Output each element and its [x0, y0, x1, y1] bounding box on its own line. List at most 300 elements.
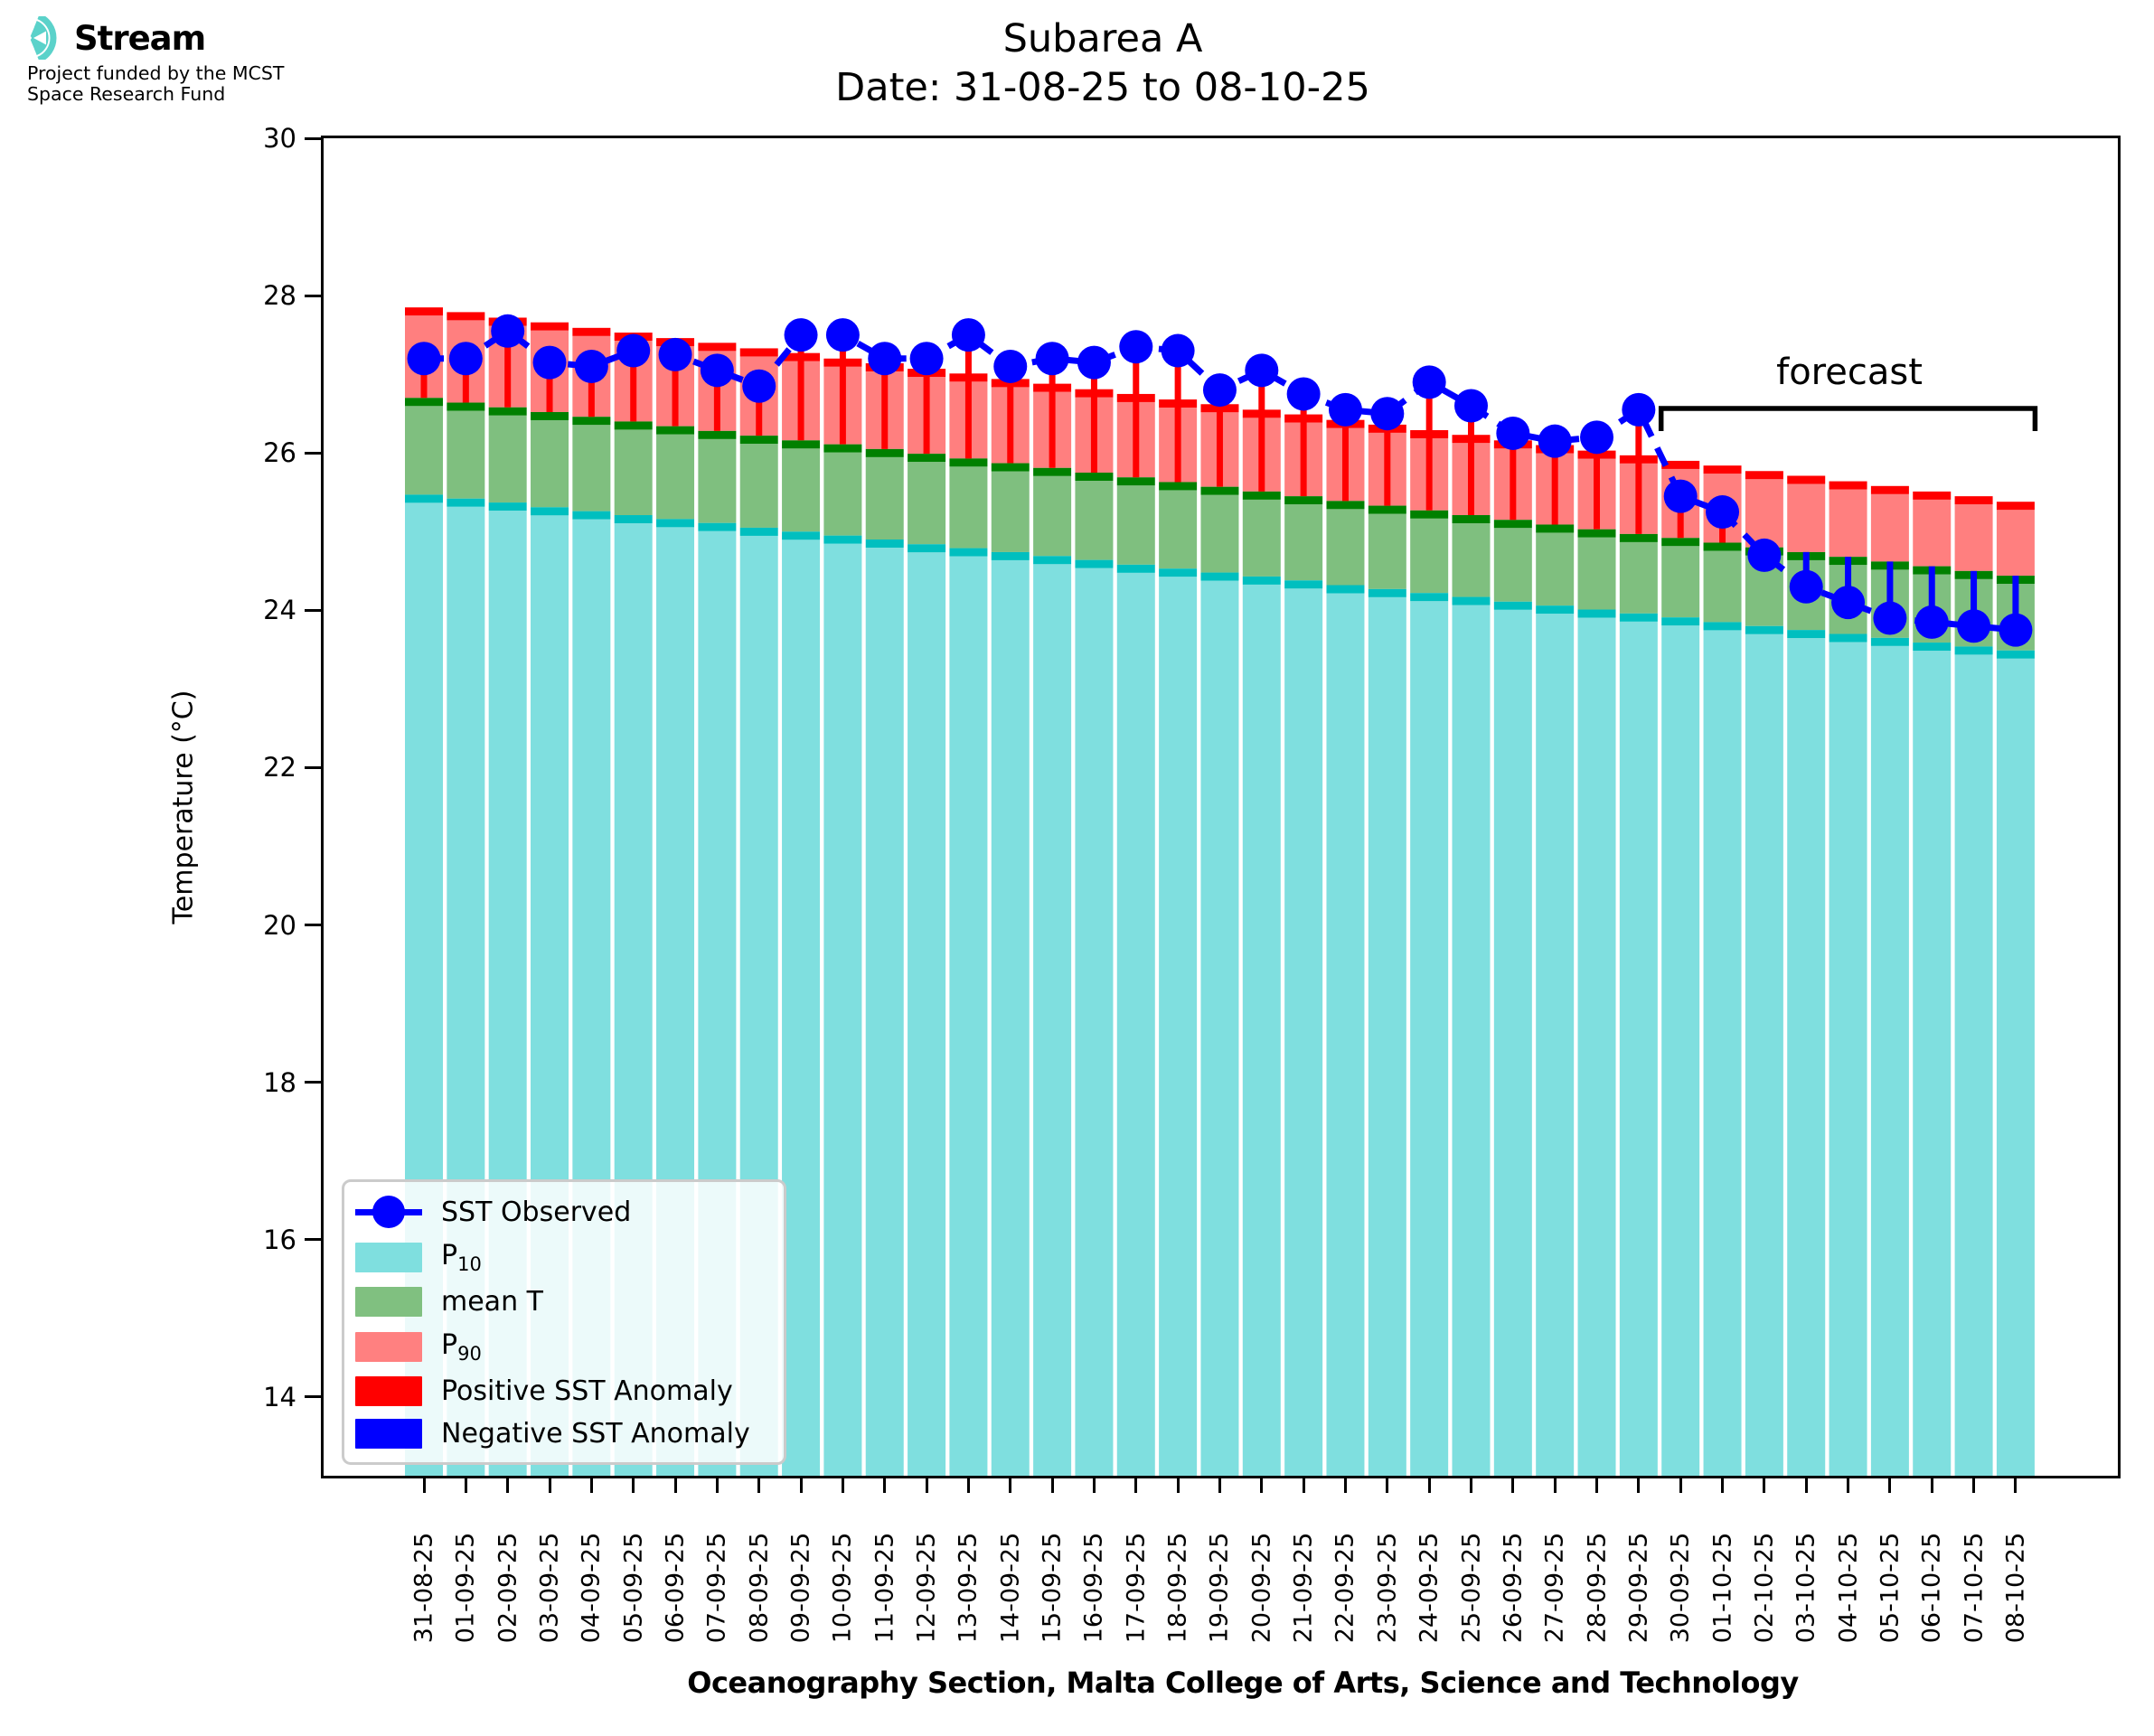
y-tick-mark [305, 1395, 321, 1398]
sst-observed-point [993, 350, 1027, 383]
mean-t-bar-cap [1620, 534, 1658, 542]
x-tick-label-date: 04-09-25 [577, 1532, 606, 1644]
x-tick-mark [757, 1478, 760, 1493]
p10-bar-cap [1243, 577, 1281, 585]
x-tick-mark [590, 1478, 593, 1493]
sst-observed-point [742, 370, 776, 403]
p10-bar-cap [1997, 651, 2035, 659]
x-tick-mark [1177, 1478, 1180, 1493]
p10-bar-cap [908, 544, 945, 552]
x-tick-mark [716, 1478, 719, 1493]
legend-label: $P_{90}$ [441, 1328, 482, 1365]
x-tick-label-date: 03-09-25 [535, 1532, 564, 1644]
x-tick-mark [423, 1478, 426, 1493]
p10-bar [1243, 585, 1281, 1476]
p10-bar-cap [740, 528, 778, 536]
mean-t-bar-cap [572, 417, 610, 425]
mean-t-bar [447, 411, 484, 499]
p10-bar-cap [1200, 573, 1238, 581]
legend-color-patch [355, 1376, 422, 1406]
sst-observed-point [1580, 420, 1613, 454]
mean-t-bar [1578, 538, 1616, 610]
x-tick-mark [926, 1478, 928, 1493]
mean-t-bar-cap [1578, 530, 1616, 538]
y-tick-mark [305, 766, 321, 769]
mean-t-bar [656, 435, 694, 520]
x-tick-label-date: 13-09-25 [954, 1532, 983, 1644]
sst-observed-point [1036, 342, 1069, 375]
x-tick-label-date: 21-09-25 [1289, 1532, 1318, 1644]
x-tick-mark [1511, 1478, 1514, 1493]
sst-observed-point [1203, 373, 1237, 407]
legend-row [355, 1240, 784, 1275]
x-tick-label-date: 06-09-25 [661, 1532, 690, 1644]
mean-t-bar-cap [698, 431, 736, 439]
mean-t-bar-cap [1326, 501, 1364, 509]
legend-row [355, 1418, 784, 1450]
p90-bar-cap [531, 323, 569, 331]
y-axis-label: Temperature (°C) [167, 690, 200, 924]
sst-observed-point [1119, 330, 1152, 363]
p10-bar [1578, 617, 1616, 1476]
p10-bar-cap [489, 502, 527, 511]
x-tick-label-date: 16-09-25 [1079, 1532, 1108, 1644]
p10-bar-cap [1704, 622, 1742, 630]
x-tick-label-date: 08-10-25 [2001, 1532, 2030, 1644]
sst-observed-point [1413, 365, 1446, 399]
sst-observed-point [659, 338, 692, 371]
sst-observed-point [1496, 417, 1529, 450]
sst-observed-point [701, 353, 734, 387]
p10-bar-cap [572, 511, 610, 520]
x-tick-label-date: 09-09-25 [786, 1532, 815, 1644]
p90-bar [1955, 504, 1993, 571]
mean-t-bar [1326, 509, 1364, 585]
mean-t-bar [489, 416, 527, 502]
mean-t-bar [1453, 523, 1491, 597]
sst-observed-point [1287, 377, 1321, 410]
sst-observed-point [1370, 397, 1404, 430]
mean-t-bar-cap [656, 427, 694, 435]
p90-bar-cap [572, 328, 610, 336]
x-tick-label-date: 22-09-25 [1331, 1532, 1359, 1644]
p90-bar-cap [740, 348, 778, 356]
sst-observed-point [1790, 570, 1823, 604]
mean-t-bar-cap [992, 464, 1030, 472]
p10-bar-cap [698, 523, 736, 531]
p10-bar [1787, 638, 1825, 1476]
x-tick-label-date: 08-09-25 [745, 1532, 774, 1644]
p10-bar-cap [1871, 638, 1909, 646]
p10-bar [823, 544, 861, 1476]
p10-bar-cap [1955, 646, 1993, 654]
p10-bar [866, 548, 904, 1476]
x-tick-label-date: 26-09-25 [1499, 1532, 1528, 1644]
x-tick-label-date: 10-09-25 [828, 1532, 857, 1644]
x-tick-label-date: 01-09-25 [451, 1532, 480, 1644]
mean-t-bar-cap [866, 449, 904, 457]
sst-observed-point [1706, 495, 1739, 529]
x-axis-caption: Oceanography Section, Malta College of Arts, Science and Technology [687, 1666, 1799, 1700]
p10-bar [1117, 573, 1155, 1476]
p10-bar-cap [531, 507, 569, 515]
x-tick-label-date: 18-09-25 [1163, 1532, 1192, 1644]
p90-bar-cap [405, 307, 443, 315]
mean-t-bar [698, 439, 736, 523]
sst-observed-point [616, 334, 650, 368]
x-tick-label-date: 25-09-25 [1457, 1532, 1485, 1644]
sst-observed-point [1664, 480, 1698, 513]
sst-observed-point [1957, 609, 1990, 643]
p10-bar [1913, 651, 1951, 1476]
mean-t-bar [1661, 546, 1699, 617]
p10-bar-cap [1369, 589, 1406, 597]
p10-bar-cap [615, 515, 653, 523]
sst-observed-point [868, 342, 901, 375]
p10-bar-cap [782, 531, 820, 540]
x-tick-mark [1051, 1478, 1054, 1493]
x-tick-mark [1847, 1478, 1849, 1493]
mean-t-bar [908, 462, 945, 544]
p10-bar [1829, 642, 1867, 1476]
p10-bar-cap [1284, 580, 1322, 588]
y-tick-mark [305, 1238, 321, 1241]
x-tick-label-date: 12-09-25 [912, 1532, 941, 1644]
mean-t-bar-cap [908, 454, 945, 462]
p10-bar [1704, 630, 1742, 1476]
x-tick-mark [674, 1478, 677, 1493]
mean-t-bar [1033, 476, 1071, 557]
chart-legend [342, 1179, 786, 1465]
p10-bar [1033, 564, 1071, 1476]
mean-t-bar [1284, 504, 1322, 580]
p10-bar [1453, 605, 1491, 1476]
p10-bar [1075, 568, 1113, 1476]
p90-bar-cap [1745, 471, 1783, 479]
x-tick-label-date: 02-09-25 [494, 1532, 522, 1644]
p10-bar [1326, 593, 1364, 1476]
p10-bar-cap [866, 540, 904, 548]
legend-row [355, 1195, 784, 1229]
p10-bar [1745, 634, 1783, 1476]
legend-label: Negative SST Anomaly [441, 1417, 750, 1450]
mean-t-bar [1494, 528, 1532, 602]
y-tick-mark [305, 295, 321, 297]
y-tick-mark [305, 609, 321, 612]
mean-t-bar-cap [1284, 496, 1322, 504]
sst-observed-point [533, 346, 567, 380]
p10-bar-cap [1075, 560, 1113, 568]
mean-t-bar-cap [1661, 538, 1699, 546]
x-tick-mark [800, 1478, 803, 1493]
p10-bar [949, 557, 987, 1476]
mean-t-bar-cap [1453, 515, 1491, 523]
p90-bar-cap [1787, 475, 1825, 483]
p90-bar-cap [447, 312, 484, 320]
x-tick-mark [883, 1478, 886, 1493]
legend-line-marker-swatch [355, 1195, 422, 1229]
mean-t-bar [1536, 532, 1574, 605]
x-tick-mark [1218, 1478, 1221, 1493]
mean-t-bar [740, 444, 778, 528]
p90-bar [1913, 500, 1951, 567]
p90-bar [1787, 483, 1825, 551]
chart-title-line1: Subarea A [1002, 16, 1203, 61]
p10-bar-cap [1829, 633, 1867, 642]
x-tick-mark [465, 1478, 467, 1493]
sst-observed-point [408, 342, 441, 375]
x-tick-label-date: 01-10-25 [1708, 1532, 1737, 1644]
p90-bar-cap [698, 343, 736, 351]
legend-label: Positive SST Anomaly [441, 1375, 733, 1407]
sst-observed-point [449, 342, 483, 375]
p10-bar [1494, 610, 1532, 1476]
sst-observed-point [1999, 614, 2032, 647]
legend-label: $P_{10}$ [441, 1240, 482, 1276]
x-tick-mark [1763, 1478, 1765, 1493]
logo-subtitle-line2: Space Research Fund [27, 83, 226, 105]
x-tick-mark [1931, 1478, 1933, 1493]
stream-waves-icon [27, 16, 71, 60]
x-tick-label-date: 02-10-25 [1750, 1532, 1779, 1644]
y-tick-label: 14 [263, 1381, 296, 1412]
mean-t-bar [1117, 485, 1155, 565]
x-tick-label-date: 04-10-25 [1834, 1532, 1863, 1644]
p90-bar [1997, 510, 2035, 576]
mean-t-bar [531, 420, 569, 507]
mean-t-bar-cap [1117, 477, 1155, 485]
p10-bar [1955, 654, 1993, 1476]
legend-label: SST Observed [441, 1196, 632, 1228]
mean-t-bar-cap [1033, 468, 1071, 476]
p10-bar [1536, 614, 1574, 1476]
x-tick-mark [842, 1478, 844, 1493]
p10-bar-cap [949, 549, 987, 557]
mean-t-bar-cap [1243, 492, 1281, 500]
sst-observed-point [1538, 425, 1572, 458]
sst-observed-point [575, 350, 608, 383]
p10-bar [1410, 601, 1448, 1476]
x-tick-mark [1679, 1478, 1682, 1493]
sst-observed-point [910, 342, 944, 375]
sst-observed-point [1454, 389, 1488, 423]
stream-logo [27, 16, 284, 105]
p10-bar [1159, 577, 1197, 1476]
x-tick-mark [1972, 1478, 1975, 1493]
x-tick-mark [1637, 1478, 1640, 1493]
y-tick-label: 26 [263, 437, 296, 469]
mean-t-bar-cap [782, 440, 820, 448]
mean-t-bar-cap [1159, 482, 1197, 490]
mean-t-bar-cap [489, 408, 527, 416]
x-tick-mark [1554, 1478, 1557, 1493]
y-tick-label: 18 [263, 1066, 296, 1098]
mean-t-bar [949, 466, 987, 548]
sst-observed-point [1329, 393, 1362, 427]
p10-bar-cap [1326, 585, 1364, 593]
p10-bar [1369, 597, 1406, 1476]
p90-bar-cap [1829, 482, 1867, 490]
mean-t-bar [572, 425, 610, 511]
x-tick-mark [1470, 1478, 1472, 1493]
chart-title [835, 14, 1370, 112]
p10-bar [1871, 646, 1909, 1476]
legend-label: mean T [441, 1286, 543, 1318]
mean-t-bar-cap [1410, 511, 1448, 519]
x-tick-label-date: 19-09-25 [1205, 1532, 1234, 1644]
x-tick-label-date: 06-10-25 [1917, 1532, 1946, 1644]
p10-bar-cap [1410, 593, 1448, 601]
x-tick-mark [632, 1478, 635, 1493]
x-tick-mark [1344, 1478, 1347, 1493]
x-tick-label-date: 07-09-25 [702, 1532, 731, 1644]
x-tick-mark [549, 1478, 551, 1493]
mean-t-bar-cap [823, 445, 861, 453]
mean-t-bar [1075, 481, 1113, 560]
mean-t-bar-cap [949, 458, 987, 466]
x-tick-mark [1721, 1478, 1724, 1493]
x-tick-mark [1093, 1478, 1096, 1493]
forecast-annotation: forecast [1776, 352, 1923, 393]
y-tick-label: 20 [263, 909, 296, 941]
y-tick-label: 24 [263, 595, 296, 626]
p10-bar [782, 540, 820, 1476]
mean-t-bar-cap [1200, 487, 1238, 495]
sst-observed-point [1245, 353, 1278, 387]
mean-t-bar-cap [1494, 520, 1532, 528]
legend-color-patch [355, 1332, 422, 1362]
mean-t-bar [866, 457, 904, 540]
sst-observed-point [1831, 586, 1865, 619]
p10-bar-cap [1913, 643, 1951, 651]
y-tick-mark [305, 137, 321, 140]
mean-t-bar [405, 406, 443, 494]
y-tick-label: 30 [263, 123, 296, 154]
legend-row [355, 1329, 784, 1365]
mean-t-bar-cap [405, 398, 443, 406]
x-tick-mark [967, 1478, 970, 1493]
p10-bar-cap [1453, 597, 1491, 605]
mean-t-bar [992, 472, 1030, 552]
p90-bar-cap [1704, 465, 1742, 474]
mean-t-bar [1243, 500, 1281, 577]
x-tick-mark [1595, 1478, 1598, 1493]
p10-bar-cap [823, 536, 861, 544]
p10-bar-cap [1536, 605, 1574, 614]
p10-bar-cap [992, 552, 1030, 560]
mean-t-bar-cap [1369, 506, 1406, 514]
x-tick-mark [2014, 1478, 2017, 1493]
p10-bar [1661, 625, 1699, 1476]
sst-observed-point [1622, 393, 1655, 427]
p10-bar [1620, 622, 1658, 1476]
mean-t-bar-cap [1704, 542, 1742, 550]
mean-t-bar [1704, 550, 1742, 622]
mean-t-bar [1159, 490, 1197, 568]
p90-bar-cap [1955, 496, 1993, 504]
x-tick-mark [1303, 1478, 1305, 1493]
p10-bar [908, 552, 945, 1476]
y-tick-mark [305, 924, 321, 926]
x-tick-label-date: 07-10-25 [1960, 1532, 1989, 1644]
p90-bar-cap [1913, 492, 1951, 500]
y-tick-label: 22 [263, 752, 296, 784]
mean-t-bar [782, 448, 820, 531]
p90-bar-cap [1997, 502, 2035, 510]
p10-bar-cap [1159, 568, 1197, 577]
p10-bar [1997, 659, 2035, 1476]
x-tick-label-date: 05-09-25 [619, 1532, 648, 1644]
mean-t-bar [1369, 514, 1406, 589]
p10-bar-cap [1494, 602, 1532, 610]
mean-t-bar-cap [1075, 473, 1113, 481]
x-tick-mark [1134, 1478, 1137, 1493]
x-tick-label-date: 30-09-25 [1666, 1532, 1695, 1644]
p10-bar-cap [1117, 565, 1155, 573]
sst-observed-point [785, 318, 818, 352]
p10-bar-cap [447, 499, 484, 507]
legend-row [355, 1286, 784, 1318]
mean-t-bar [1200, 495, 1238, 573]
p10-bar [992, 560, 1030, 1476]
p10-bar-cap [1787, 630, 1825, 638]
p10-bar [1284, 588, 1322, 1476]
p10-bar-cap [1578, 609, 1616, 617]
sst-observed-point [1873, 602, 1906, 635]
x-tick-label-date: 03-10-25 [1792, 1532, 1820, 1644]
mean-t-bar [615, 429, 653, 515]
p10-bar-cap [1620, 614, 1658, 622]
mean-t-bar-cap [615, 421, 653, 429]
sst-observed-point [952, 318, 985, 352]
p10-bar [1200, 581, 1238, 1476]
legend-color-patch [355, 1419, 422, 1449]
logo-brand-text: Stream [74, 18, 206, 58]
p10-bar-cap [1033, 556, 1071, 564]
x-tick-label-date: 24-09-25 [1415, 1532, 1444, 1644]
x-tick-label-date: 17-09-25 [1122, 1532, 1151, 1644]
x-tick-mark [1386, 1478, 1388, 1493]
x-tick-label-date: 20-09-25 [1247, 1532, 1276, 1644]
p90-bar-cap [1871, 486, 1909, 494]
p10-bar-cap [1661, 617, 1699, 625]
logo-subtitle-line1: Project funded by the MCST [27, 62, 285, 84]
x-tick-label-date: 15-09-25 [1038, 1532, 1067, 1644]
sst-observed-point [1077, 346, 1111, 380]
p10-bar-cap [405, 494, 443, 502]
sst-observed-point [1747, 539, 1781, 572]
mean-t-bar-cap [531, 412, 569, 420]
p90-bar [1829, 490, 1867, 558]
mean-t-bar [823, 453, 861, 536]
y-tick-label: 16 [263, 1224, 296, 1255]
y-tick-mark [305, 452, 321, 455]
x-tick-label-date: 11-09-25 [870, 1532, 899, 1644]
x-tick-label-date: 29-09-25 [1624, 1532, 1653, 1644]
p10-bar-cap [656, 519, 694, 527]
p90-bar [1871, 494, 1909, 562]
mean-t-bar-cap [740, 436, 778, 444]
chart-title-line2: Date: 31-08-25 to 08-10-25 [835, 65, 1370, 110]
x-tick-label-date: 27-09-25 [1540, 1532, 1569, 1644]
y-tick-mark [305, 1081, 321, 1084]
legend-row [355, 1375, 784, 1407]
legend-color-patch [355, 1287, 422, 1317]
sst-observed-point [826, 318, 860, 352]
sst-observed-point [1915, 605, 1949, 639]
mean-t-bar-cap [447, 403, 484, 411]
x-tick-mark [1888, 1478, 1891, 1493]
